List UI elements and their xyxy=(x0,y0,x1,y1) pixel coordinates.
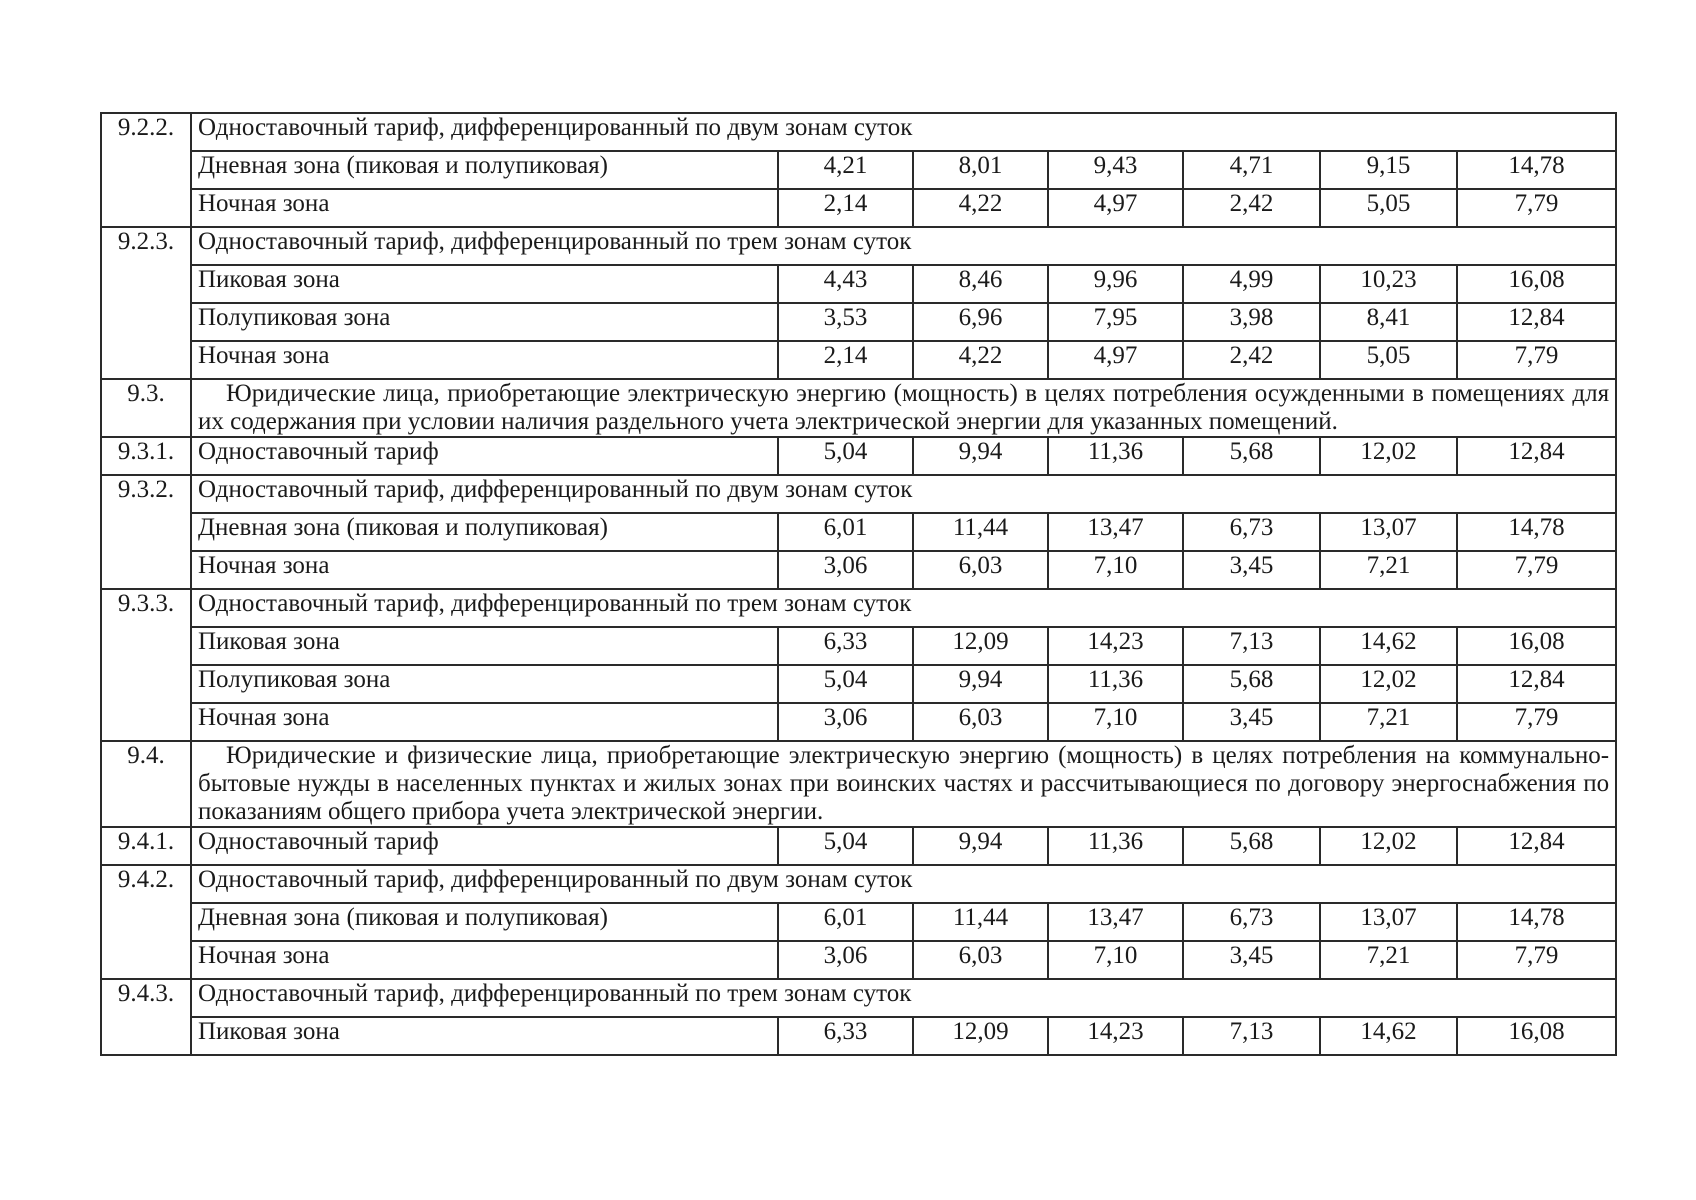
zone-name: Дневная зона (пиковая и полупиковая) xyxy=(191,903,778,941)
table-row xyxy=(101,189,1616,227)
tariff-value: 7,79 xyxy=(1457,341,1616,379)
tariff-value: 14,23 xyxy=(1048,627,1183,665)
tariff-value: 7,79 xyxy=(1457,941,1616,979)
tariff-value: 6,96 xyxy=(913,303,1048,341)
tariff-value: 7,79 xyxy=(1457,703,1616,741)
tariff-value: 12,84 xyxy=(1457,437,1616,475)
zone-name: Ночная зона xyxy=(191,703,778,741)
tariff-value: 3,06 xyxy=(778,551,913,589)
row-code: 9.4. xyxy=(101,741,191,827)
tariff-value: 13,47 xyxy=(1048,903,1183,941)
tariff-value: 12,84 xyxy=(1457,303,1616,341)
tariff-value: 7,95 xyxy=(1048,303,1183,341)
tariff-value: 10,23 xyxy=(1320,265,1457,303)
tariff-value: 12,02 xyxy=(1320,437,1457,475)
table-row xyxy=(101,903,1616,941)
tariff-value: 3,45 xyxy=(1183,551,1320,589)
tariff-value: 7,13 xyxy=(1183,627,1320,665)
zone-name: Полупиковая зона xyxy=(191,665,778,703)
tariff-value: 8,01 xyxy=(913,151,1048,189)
row-code: 9.4.1. xyxy=(101,827,191,865)
tariff-value: 9,15 xyxy=(1320,151,1457,189)
table-row xyxy=(101,265,1616,303)
tariff-value: 4,22 xyxy=(913,341,1048,379)
tariff-value: 12,02 xyxy=(1320,827,1457,865)
table-row xyxy=(101,1017,1616,1055)
tariff-value: 4,21 xyxy=(778,151,913,189)
tariff-value: 12,02 xyxy=(1320,665,1457,703)
tariff-value: 5,68 xyxy=(1183,827,1320,865)
zone-name: Пиковая зона xyxy=(191,1017,778,1055)
tariff-value: 2,14 xyxy=(778,341,913,379)
tariff-value: 3,06 xyxy=(778,703,913,741)
table-row xyxy=(101,589,1616,627)
tariff-value: 6,33 xyxy=(778,1017,913,1055)
row-code: 9.4.2. xyxy=(101,865,191,979)
tariff-value: 3,98 xyxy=(1183,303,1320,341)
tariff-value: 11,36 xyxy=(1048,827,1183,865)
table-row xyxy=(101,303,1616,341)
zone-name: Ночная зона xyxy=(191,941,778,979)
table-row xyxy=(101,513,1616,551)
tariff-value: 6,03 xyxy=(913,703,1048,741)
tariff-name: Одноставочный тариф xyxy=(191,437,778,475)
tariff-value: 9,96 xyxy=(1048,265,1183,303)
tariff-value: 3,53 xyxy=(778,303,913,341)
zone-name: Пиковая зона xyxy=(191,265,778,303)
table-row xyxy=(101,341,1616,379)
tariff-value: 3,06 xyxy=(778,941,913,979)
tariff-value: 11,36 xyxy=(1048,437,1183,475)
tariff-value: 12,09 xyxy=(913,627,1048,665)
tariff-value: 16,08 xyxy=(1457,265,1616,303)
tariff-value: 5,68 xyxy=(1183,437,1320,475)
tariff-value: 11,44 xyxy=(913,513,1048,551)
tariff-value: 14,78 xyxy=(1457,151,1616,189)
table-row xyxy=(101,865,1616,903)
row-code: 9.2.3. xyxy=(101,227,191,379)
table-row xyxy=(101,113,1616,151)
table-row xyxy=(101,475,1616,513)
tariff-value: 14,78 xyxy=(1457,513,1616,551)
table-row xyxy=(101,941,1616,979)
tariff-value: 7,10 xyxy=(1048,703,1183,741)
tariff-value: 5,68 xyxy=(1183,665,1320,703)
tariff-value: 4,71 xyxy=(1183,151,1320,189)
tariff-value: 7,79 xyxy=(1457,551,1616,589)
tariff-value: 12,84 xyxy=(1457,665,1616,703)
tariff-value: 9,94 xyxy=(913,665,1048,703)
tariff-value: 6,01 xyxy=(778,513,913,551)
tariff-value: 9,94 xyxy=(913,827,1048,865)
tariff-value: 14,62 xyxy=(1320,1017,1457,1055)
table-row xyxy=(101,665,1616,703)
table-row xyxy=(101,151,1616,189)
tariff-value: 14,78 xyxy=(1457,903,1616,941)
tariff-value: 9,43 xyxy=(1048,151,1183,189)
tariff-value: 6,73 xyxy=(1183,903,1320,941)
tariff-value: 6,73 xyxy=(1183,513,1320,551)
tariff-group-heading: Одноставочный тариф, дифференцированный по двум зонам суток xyxy=(191,113,1616,151)
tariff-value: 6,01 xyxy=(778,903,913,941)
tariff-value: 3,45 xyxy=(1183,941,1320,979)
table-row xyxy=(101,227,1616,265)
tariff-value: 5,05 xyxy=(1320,341,1457,379)
tariff-value: 2,42 xyxy=(1183,189,1320,227)
tariff-value: 8,46 xyxy=(913,265,1048,303)
consumer-category-description: Юридические лица, приобретающие электрическую энергию (мощность) в целях потребления осужденными в помещениях для их содержания при условии наличия раздельного учета электрической энергии для указанных помещений. xyxy=(191,379,1616,437)
table-row xyxy=(101,437,1616,475)
tariff-value: 5,04 xyxy=(778,665,913,703)
tariff-value: 14,62 xyxy=(1320,627,1457,665)
tariff-value: 12,84 xyxy=(1457,827,1616,865)
tariff-value: 7,21 xyxy=(1320,703,1457,741)
tariff-value: 2,42 xyxy=(1183,341,1320,379)
tariff-value: 3,45 xyxy=(1183,703,1320,741)
tariff-group-heading: Одноставочный тариф, дифференцированный по трем зонам суток xyxy=(191,589,1616,627)
tariff-value: 7,10 xyxy=(1048,551,1183,589)
row-code: 9.3. xyxy=(101,379,191,437)
tariff-value: 11,44 xyxy=(913,903,1048,941)
tariff-value: 7,21 xyxy=(1320,941,1457,979)
table-row xyxy=(101,551,1616,589)
tariff-table xyxy=(100,112,1617,1056)
table-row xyxy=(101,627,1616,665)
tariff-value: 6,03 xyxy=(913,551,1048,589)
zone-name: Пиковая зона xyxy=(191,627,778,665)
zone-name: Дневная зона (пиковая и полупиковая) xyxy=(191,513,778,551)
tariff-value: 6,33 xyxy=(778,627,913,665)
tariff-value: 5,04 xyxy=(778,827,913,865)
tariff-value: 4,97 xyxy=(1048,341,1183,379)
table-row xyxy=(101,741,1616,827)
tariff-value: 5,05 xyxy=(1320,189,1457,227)
tariff-value: 16,08 xyxy=(1457,627,1616,665)
tariff-group-heading: Одноставочный тариф, дифференцированный по трем зонам суток xyxy=(191,227,1616,265)
row-code: 9.3.2. xyxy=(101,475,191,589)
tariff-value: 13,07 xyxy=(1320,903,1457,941)
tariff-value: 4,22 xyxy=(913,189,1048,227)
consumer-category-description: Юридические и физические лица, приобретающие электрическую энергию (мощность) в целях потребления на коммунально-бытовые нужды в населенных пунктах и жилых зонах при воинских частях и рассчитывающиеся по договору энергоснабжения по показаниям общего прибора учета электрической энергии. xyxy=(191,741,1616,827)
table-row xyxy=(101,379,1616,437)
zone-name: Ночная зона xyxy=(191,189,778,227)
tariff-value: 9,94 xyxy=(913,437,1048,475)
tariff-value: 7,79 xyxy=(1457,189,1616,227)
tariff-value: 4,99 xyxy=(1183,265,1320,303)
tariff-group-heading: Одноставочный тариф, дифференцированный по трем зонам суток xyxy=(191,979,1616,1017)
zone-name: Ночная зона xyxy=(191,341,778,379)
table-row xyxy=(101,979,1616,1017)
tariff-group-heading: Одноставочный тариф, дифференцированный по двум зонам суток xyxy=(191,475,1616,513)
tariff-name: Одноставочный тариф xyxy=(191,827,778,865)
tariff-value: 13,47 xyxy=(1048,513,1183,551)
zone-name: Полупиковая зона xyxy=(191,303,778,341)
tariff-value: 2,14 xyxy=(778,189,913,227)
tariff-value: 7,21 xyxy=(1320,551,1457,589)
row-code: 9.3.1. xyxy=(101,437,191,475)
tariff-value: 7,10 xyxy=(1048,941,1183,979)
row-code: 9.4.3. xyxy=(101,979,191,1055)
row-code: 9.2.2. xyxy=(101,113,191,227)
tariff-value: 8,41 xyxy=(1320,303,1457,341)
tariff-value: 13,07 xyxy=(1320,513,1457,551)
tariff-value: 12,09 xyxy=(913,1017,1048,1055)
tariff-value: 5,04 xyxy=(778,437,913,475)
tariff-value: 16,08 xyxy=(1457,1017,1616,1055)
tariff-value: 11,36 xyxy=(1048,665,1183,703)
zone-name: Ночная зона xyxy=(191,551,778,589)
tariff-value: 6,03 xyxy=(913,941,1048,979)
zone-name: Дневная зона (пиковая и полупиковая) xyxy=(191,151,778,189)
tariff-value: 14,23 xyxy=(1048,1017,1183,1055)
tariff-value: 4,97 xyxy=(1048,189,1183,227)
tariff-group-heading: Одноставочный тариф, дифференцированный по двум зонам суток xyxy=(191,865,1616,903)
tariff-value: 7,13 xyxy=(1183,1017,1320,1055)
tariff-value: 4,43 xyxy=(778,265,913,303)
table-row xyxy=(101,703,1616,741)
row-code: 9.3.3. xyxy=(101,589,191,741)
table-row xyxy=(101,827,1616,865)
